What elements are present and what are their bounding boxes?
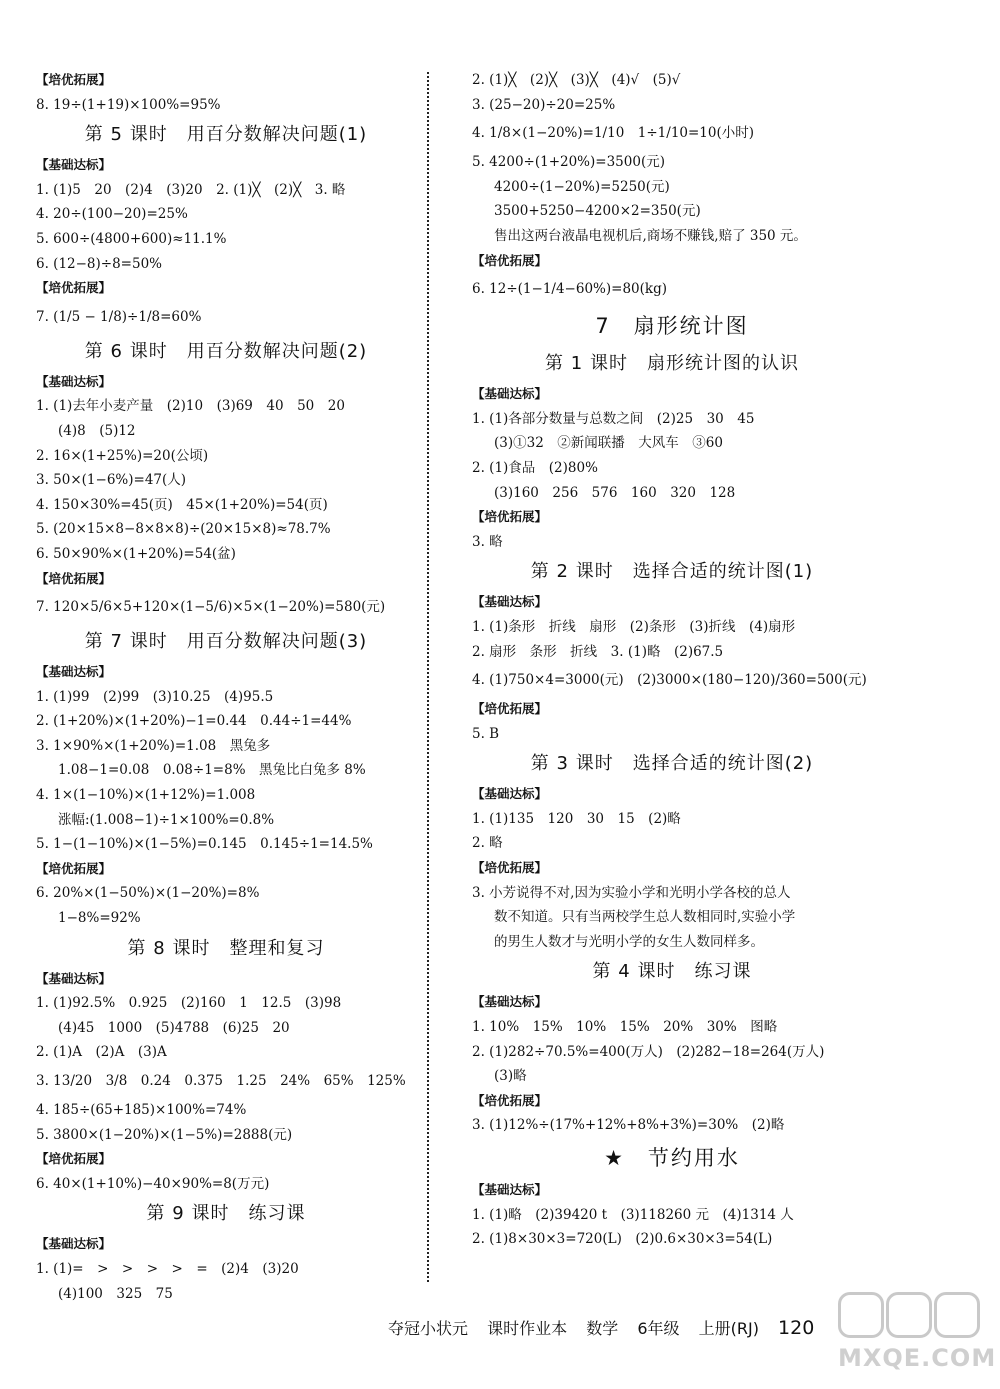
answer-line: 1. (1)99 (2)99 (3)10.25 (4)95.5 <box>36 688 274 705</box>
answer-line: 2. (1+20%)×(1+20%)−1=0.44 0.44÷1=44% <box>36 713 352 730</box>
answer-line: 5. 3800×(1−20%)×(1−5%)=2888(元) <box>36 1126 293 1143</box>
lesson-heading: 第 4 课时 练习课 <box>592 961 752 983</box>
answer-line: 2. 略 <box>472 835 503 852</box>
answer-line: 7. 120×5/6×5+120×(1−5/6)×5×(1−20%)=580(元) <box>36 599 386 616</box>
answer-line: 1. (1)92.5% 0.925 (2)160 1 12.5 (3)98 <box>36 995 342 1012</box>
footer-series: 课时作业本 <box>487 1319 568 1338</box>
answer-line: 的男生人数才与光明小学的女生人数同样多。 <box>494 933 764 950</box>
answer-line: 7. (1/5 − 1/8)÷1/8=60% <box>36 308 202 325</box>
lesson-heading: 第 9 课时 练习课 <box>146 1203 306 1225</box>
answer-line: 5. 4200÷(1+20%)=3500(元) <box>472 154 665 171</box>
section-tag: 【培优拓展】 <box>36 570 112 586</box>
answer-line: 6. 12÷(1−1/4−60%)=80(kg) <box>472 281 667 298</box>
answer-line: 1.08−1=0.08 0.08÷1=8% 黑兔比白兔多 8% <box>58 762 366 779</box>
answer-line: 2. 16×(1+25%)=20(公顷) <box>36 447 209 464</box>
section-tag: 【培优拓展】 <box>472 252 548 268</box>
answer-line: 3. 13/20 3/8 0.24 0.375 1.25 24% 65% 125% <box>36 1073 406 1089</box>
lesson-heading: 第 5 课时 用百分数解决问题(1) <box>84 124 368 146</box>
section-tag: 【培优拓展】 <box>36 72 112 87</box>
watermark-text: MXQE.COM <box>838 1344 997 1372</box>
section-tag: 【培优拓展】 <box>472 701 548 717</box>
lesson-heading: 第 7 课时 用百分数解决问题(3) <box>84 631 368 653</box>
section-tag: 【基础达标】 <box>36 157 112 173</box>
answer-line: 8. 19÷(1+19)×100%=95% <box>36 96 221 113</box>
column-divider <box>427 72 429 1282</box>
answer-line: 4. (1)750×4=3000(元) (2)3000×(180−120)/360=500(元) <box>472 672 867 689</box>
answer-line: 6. 40×(1+10%)−40×90%=8(万元) <box>36 1175 270 1192</box>
answer-line: (4)8 (5)12 <box>58 422 136 439</box>
answer-line: 3. 1×90%×(1+20%)=1.08 黑兔多 <box>36 737 271 754</box>
lesson-heading: 第 8 课时 整理和复习 <box>127 937 325 959</box>
section-tag: 【培优拓展】 <box>36 280 112 296</box>
section-tag: 【基础达标】 <box>36 664 112 680</box>
answer-line: 6. 50×90%×(1+20%)=54(盆) <box>36 545 236 562</box>
chapter-heading: ★ 节约用水 <box>604 1146 740 1170</box>
answer-line: 1. (1)条形 折线 扇形 (2)条形 (3)折线 (4)扇形 <box>472 618 796 635</box>
answer-line: (3)略 <box>494 1068 527 1085</box>
answer-line: (4)100 325 75 <box>58 1285 173 1302</box>
answer-line: 6. 20%×(1−50%)×(1−20%)=8% <box>36 885 260 902</box>
section-tag: 【培优拓展】 <box>36 860 112 876</box>
answer-line: 1. (1)去年小麦产量 (2)10 (3)69 40 50 20 <box>36 398 345 415</box>
section-tag: 【基础达标】 <box>472 594 548 610</box>
section-tag: 【培优拓展】 <box>472 860 548 876</box>
answer-line: 4. 150×30%=45(页) 45×(1+20%)=54(页) <box>36 496 328 513</box>
answer-line: (3)①32 ②新闻联播 大风车 ③60 <box>494 435 723 452</box>
lesson-heading: 第 1 课时 扇形统计图的认识 <box>545 353 799 375</box>
watermark <box>838 1290 997 1376</box>
answer-line: 6. (12−8)÷8=50% <box>36 255 163 272</box>
answer-line: 1. 10% 15% 10% 15% 20% 30% 图略 <box>472 1019 778 1036</box>
answer-line: 3. (1)12%÷(17%+12%+8%+3%)=30% (2)略 <box>472 1117 785 1134</box>
answer-line: 4. 1×(1−10%)×(1+12%)=1.008 <box>36 787 256 804</box>
answer-line: 数不知道。只有当两校学生总人数相同时,实验小学 <box>494 909 796 926</box>
answer-line: 2. (1)8×30×3=720(L) (2)0.6×30×3=54(L) <box>472 1231 773 1248</box>
left-column <box>36 68 416 1306</box>
right-column <box>472 68 872 1252</box>
section-tag: 【培优拓展】 <box>36 1151 112 1167</box>
section-tag: 【培优拓展】 <box>472 1092 548 1108</box>
section-tag: 【基础达标】 <box>472 786 548 802</box>
chapter-heading: 7 扇形统计图 <box>595 314 749 339</box>
answer-line: 1. (1)略 (2)39420 t (3)118260 元 (4)1314 人 <box>472 1206 794 1223</box>
answer-line: (4)45 1000 (5)4788 (6)25 20 <box>58 1019 290 1036</box>
section-tag: 【基础达标】 <box>36 373 112 389</box>
answer-line: 2. (1)╳ (2)╳ (3)╳ (4)√ (5)√ <box>472 72 681 88</box>
section-tag: 【基础达标】 <box>472 386 548 402</box>
answer-line: 5. (20×15×8−8×8×8)÷(20×15×8)≈78.7% <box>36 521 331 538</box>
answer-line: 1. (1)5 20 (2)4 (3)20 2. (1)╳ (2)╳ 3. 略 <box>36 181 346 198</box>
lesson-heading: 第 2 课时 选择合适的统计图(1) <box>530 561 814 583</box>
answer-line: 1. (1)= > > > > = (2)4 (3)20 <box>36 1260 299 1277</box>
answer-line: 4. 20÷(100−20)=25% <box>36 206 188 223</box>
answer-line: 3. 小芳说得不对,因为实验小学和光明小学各校的总人 <box>472 884 791 901</box>
answer-line: 2. (1)食品 (2)80% <box>472 459 598 476</box>
section-tag: 【基础达标】 <box>472 1182 548 1197</box>
footer-brand: 夺冠小状元 <box>388 1319 469 1338</box>
section-tag: 【培优拓展】 <box>472 509 548 525</box>
answer-line: 3500+5250−4200×2=350(元) <box>494 203 701 220</box>
answer-line: 2. (1)A (2)A (3)A <box>36 1044 167 1061</box>
page-number: 120 <box>778 1317 815 1339</box>
footer-subject: 数学 <box>586 1319 619 1338</box>
watermark-logo-icon <box>934 1292 980 1338</box>
answer-line: 涨幅:(1.008−1)÷1×100%=0.8% <box>58 811 275 828</box>
answer-line: 4. 185÷(65+185)×100%=74% <box>36 1102 247 1118</box>
answer-line: 5. 1−(1−10%)×(1−5%)=0.145 0.145÷1=14.5% <box>36 836 373 853</box>
answer-line: 2. (1)282÷70.5%=400(万人) (2)282−18=264(万人) <box>472 1043 825 1060</box>
section-tag: 【基础达标】 <box>472 994 548 1010</box>
answer-line: 5. B <box>472 725 500 742</box>
answer-line: 5. 600÷(4800+600)≈11.1% <box>36 230 227 247</box>
answer-line: 3. (25−20)÷20=25% <box>472 96 616 113</box>
answer-line: (3)160 256 576 160 320 128 <box>494 484 736 501</box>
answer-line: 4. 1/8×(1−20%)=1/10 1÷1/10=10(小时) <box>472 125 755 142</box>
footer-volume: 上册(RJ) <box>698 1319 759 1338</box>
answer-line: 售出这两台液晶电视机后,商场不赚钱,赔了 350 元。 <box>494 227 807 244</box>
footer-grade: 6年级 <box>637 1319 680 1338</box>
answer-line: 1−8%=92% <box>58 910 141 927</box>
watermark-logo-icon <box>886 1292 932 1338</box>
answer-line: 1. (1)各部分数量与总数之间 (2)25 30 45 <box>472 410 755 427</box>
answer-line: 4200÷(1−20%)=5250(元) <box>494 178 670 195</box>
section-tag: 【基础达标】 <box>36 970 112 986</box>
lesson-heading: 第 3 课时 选择合适的统计图(2) <box>530 753 814 775</box>
answer-line: 3. 略 <box>472 533 503 550</box>
answer-line: 1. (1)135 120 30 15 (2)略 <box>472 810 681 827</box>
answer-line: 2. 扇形 条形 折线 3. (1)略 (2)67.5 <box>472 643 724 660</box>
page-footer <box>388 1316 828 1339</box>
lesson-heading: 第 6 课时 用百分数解决问题(2) <box>84 340 368 362</box>
watermark-logo-icon <box>838 1292 884 1338</box>
section-tag: 【基础达标】 <box>36 1236 112 1252</box>
answer-line: 3. 50×(1−6%)=47(人) <box>36 472 187 489</box>
